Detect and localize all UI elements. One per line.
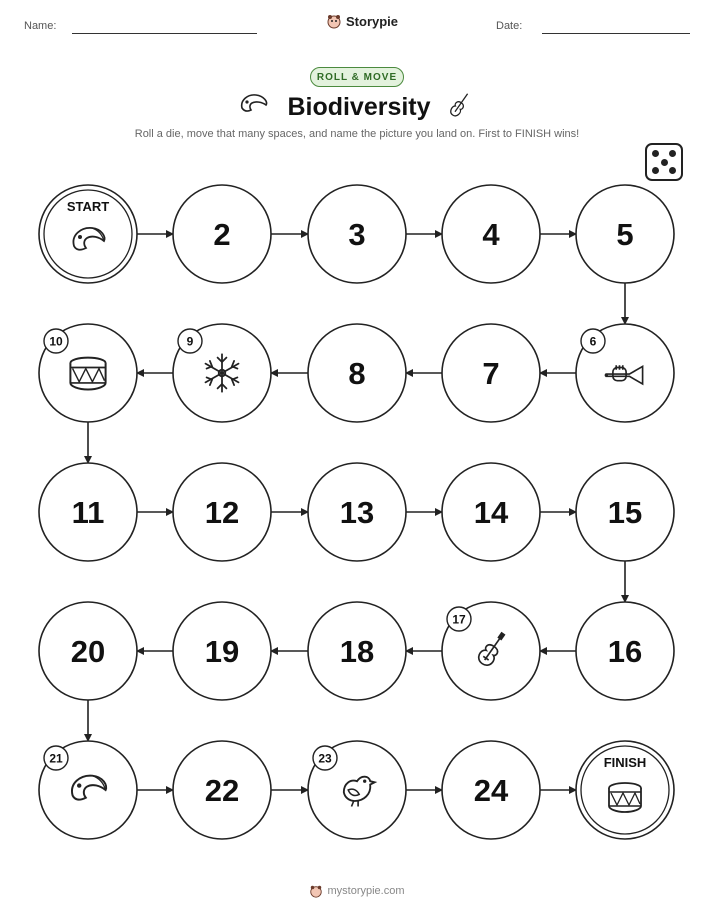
board-space xyxy=(442,463,540,561)
space-number-badge: 6 xyxy=(589,334,597,349)
space-number-badge: 9 xyxy=(186,334,194,349)
footer xyxy=(0,884,714,898)
board-space xyxy=(442,602,540,700)
board-space xyxy=(173,463,271,561)
footer-site: mystorypie.com xyxy=(327,885,405,897)
date-label: Date: xyxy=(496,20,523,32)
space-number: 14 xyxy=(473,495,509,530)
activity-badge: ROLL & MOVE xyxy=(310,67,404,87)
board-space xyxy=(576,741,674,839)
space-number: 20 xyxy=(70,634,106,669)
space-label: FINISH xyxy=(603,755,647,770)
mascot-icon xyxy=(309,884,323,898)
board-space xyxy=(173,185,271,283)
board-space xyxy=(39,741,137,839)
brand-name: Storypie xyxy=(346,13,399,29)
board-space xyxy=(173,741,271,839)
space-number: 22 xyxy=(204,773,240,808)
board-space xyxy=(576,463,674,561)
board-space xyxy=(576,324,674,422)
space-number: 18 xyxy=(339,634,375,669)
board-space xyxy=(39,463,137,561)
space-number: 2 xyxy=(213,217,231,252)
name-label: Name: xyxy=(24,20,57,32)
board-space xyxy=(308,185,406,283)
space-number: 24 xyxy=(473,773,509,808)
space-number: 15 xyxy=(607,495,643,530)
board-space xyxy=(442,324,540,422)
space-number: 12 xyxy=(204,495,240,530)
board-space xyxy=(442,741,540,839)
board-space xyxy=(308,741,406,839)
board-space xyxy=(442,185,540,283)
space-number: 5 xyxy=(616,217,634,252)
drum-icon xyxy=(609,783,641,812)
board-space xyxy=(308,463,406,561)
space-number-badge: 17 xyxy=(452,612,466,627)
space-number: 16 xyxy=(607,634,643,669)
space-number-badge: 21 xyxy=(49,751,63,766)
board-space xyxy=(39,602,137,700)
space-number-badge: 23 xyxy=(318,751,332,766)
board-space xyxy=(308,602,406,700)
board-space xyxy=(173,602,271,700)
space-number: 19 xyxy=(204,634,240,669)
board-space xyxy=(576,602,674,700)
space-number: 4 xyxy=(482,217,500,252)
space-number: 13 xyxy=(339,495,375,530)
space-number-badge: 10 xyxy=(49,334,63,349)
space-number: 11 xyxy=(71,495,105,530)
space-number: 8 xyxy=(348,356,366,391)
instructions: Roll a die, move that many spaces, and name the picture you land on. First to FINISH wins! xyxy=(134,128,580,140)
board-space xyxy=(39,185,137,283)
space-number: 7 xyxy=(482,356,500,391)
space-number: 3 xyxy=(348,217,366,252)
board-space xyxy=(39,324,137,422)
drum-icon xyxy=(70,358,105,390)
page-title: Biodiversity xyxy=(287,93,431,121)
board-space xyxy=(576,185,674,283)
space-label: START xyxy=(66,199,110,214)
board-space xyxy=(308,324,406,422)
board-space xyxy=(173,324,271,422)
